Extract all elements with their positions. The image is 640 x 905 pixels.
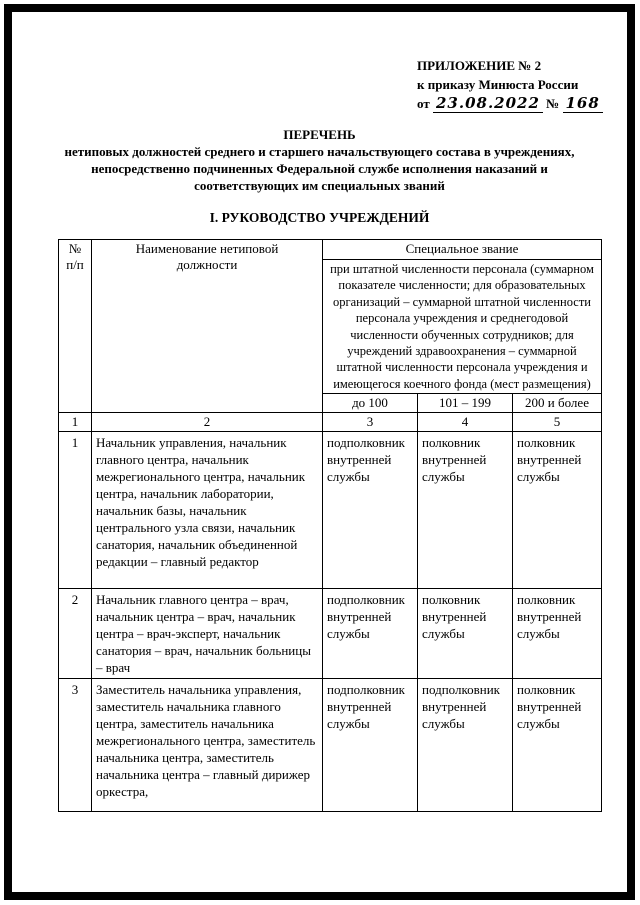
rank-200-and-more: полковник внутренней службы: [513, 432, 602, 589]
document-title-body: нетиповых должностей среднего и старшего начальствующего состава в учреждениях, непосредственно подчиненных Федеральной службе исполнения наказаний и соответствующих им специальных званий: [64, 144, 575, 193]
rank-101-199: полковник внутренней службы: [418, 432, 513, 589]
page-content: [12, 12, 627, 892]
header-cell-position-name-text: Наименование нетиповой должности: [135, 241, 279, 272]
column-number-5: 5: [513, 413, 602, 432]
appendix-order-line: [417, 94, 600, 113]
header-cell-staff-condition: при штатной численности персонала (суммарном показателе численности; для образовательных организаций – суммарной штатной численности персонала учреждения и среднегодовой численности обученных сотрудников; для учреждений здравоохранения – суммарной штатной численности персонала учреждения и имеющегося коечного фонда (мест размещения): [323, 260, 602, 394]
position-name: Начальник управления, начальник главного центра, начальник межрегионального центра, начальник центра, начальник лаборатории, начальник базы, начальник центрального узла связи, начальник санатория, начальник объединенной редакции – главный редактор: [92, 432, 323, 589]
rank-200-and-more: полковник внутренней службы: [513, 679, 602, 812]
rank-up-to-100: подполковник внутренней службы: [323, 679, 418, 812]
order-number-label: №: [546, 96, 560, 111]
rank-up-to-100: подполковник внутренней службы: [323, 589, 418, 679]
header-cell-range-1: до 100: [323, 394, 418, 413]
header-cell-range-3: 200 и более: [513, 394, 602, 413]
order-from-label: от: [417, 96, 430, 111]
rank-up-to-100: подполковник внутренней службы: [323, 432, 418, 589]
header-row-column-numbers: [59, 413, 602, 432]
header-cell-range-2: 101 – 199: [418, 394, 513, 413]
rank-200-and-more: полковник внутренней службы: [513, 589, 602, 679]
appendix-subtitle: к приказу Минюста России: [417, 77, 579, 92]
row-number: 3: [59, 679, 92, 812]
order-date-handwritten: 23.08.2022: [433, 94, 543, 113]
column-number-3: 3: [323, 413, 418, 432]
header-cell-special-rank: Специальное звание: [323, 240, 602, 260]
order-number-handwritten: 168: [563, 94, 603, 113]
appendix-header: [417, 56, 600, 113]
position-name: Заместитель начальника управления, заместитель начальника главного центра, заместитель начальника межрегионального центра, заместитель начальника центра, заместитель начальника центра – главный дирижер оркестра,: [92, 679, 323, 812]
table-row: [59, 679, 602, 812]
row-number: 2: [59, 589, 92, 679]
header-row-special-rank: [59, 240, 602, 260]
header-cell-position-name: [92, 240, 323, 413]
rank-101-199: полковник внутренней службы: [418, 589, 513, 679]
position-name: Начальник главного центра – врач, начальник центра – врач, начальник центра – врач-эксперт, начальник санатория – врач, начальник больницы – врач: [92, 589, 323, 679]
column-number-4: 4: [418, 413, 513, 432]
table-row: [59, 432, 602, 589]
rank-101-199: подполковник внутренней службы: [418, 679, 513, 812]
document-title-heading: ПЕРЕЧЕНЬ: [283, 127, 356, 142]
section-heading: I. РУКОВОДСТВО УЧРЕЖДЕНИЙ: [209, 210, 430, 225]
header-cell-number: № п/п: [59, 240, 92, 413]
appendix-title: ПРИЛОЖЕНИЕ № 2: [417, 58, 542, 73]
row-number: 1: [59, 432, 92, 589]
column-number-2: 2: [92, 413, 323, 432]
table-row: [59, 589, 602, 679]
positions-table: [58, 239, 602, 812]
column-number-1: 1: [59, 413, 92, 432]
document-title: [12, 126, 627, 194]
